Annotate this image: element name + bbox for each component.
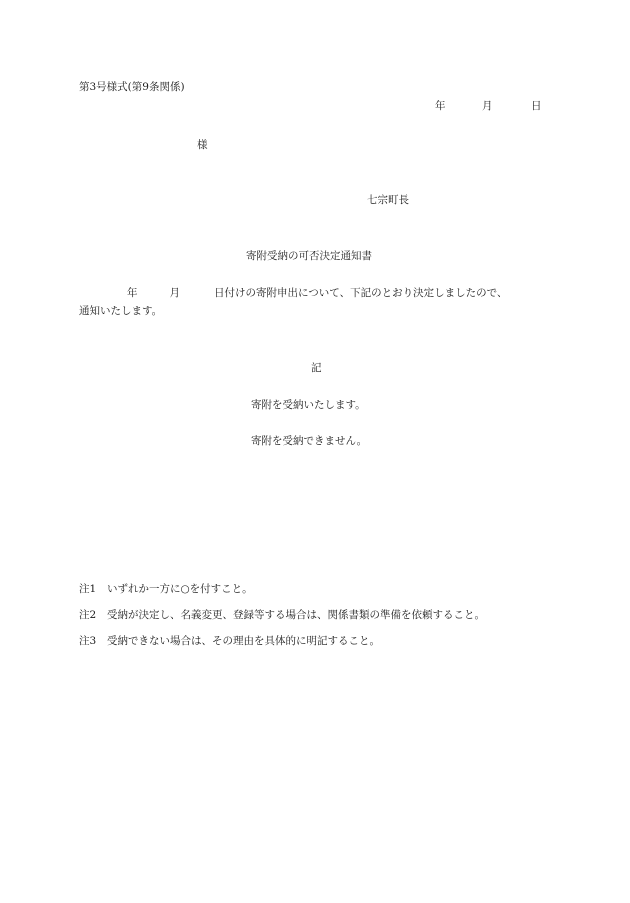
body-line-1-text: 日付けの寄附申出について、下記のとおり決定しましたので、 <box>214 287 508 299</box>
document-title: 寄附受納の可否決定通知書 <box>246 250 372 262</box>
body-line-2: 通知いたします。 <box>79 305 163 317</box>
body-month-label: 月 <box>169 287 180 299</box>
date-month-label: 月 <box>482 100 493 112</box>
note-text: 受納が決定し、名義変更、登録等する場合は、関係書類の準備を依頼すること。 <box>107 609 485 621</box>
issuer-name: 七宗町長 <box>367 194 409 206</box>
note-label: 注1 <box>79 583 97 595</box>
date-year-label: 年 <box>435 100 446 112</box>
date-day-label: 日 <box>531 100 542 112</box>
note-2 <box>79 609 485 623</box>
note-3 <box>79 635 380 649</box>
option-decline: 寄附を受納できません。 <box>251 435 368 447</box>
note-label: 注3 <box>79 635 97 647</box>
note-text: いずれか一方に○を付すこと。 <box>107 583 253 595</box>
form-number: 第3号様式(第9条関係) <box>79 81 185 93</box>
ki-heading: 記 <box>311 362 322 374</box>
body-line-1 <box>79 287 507 301</box>
note-text: 受納できない場合は、その理由を具体的に明記すること。 <box>107 635 380 647</box>
option-accept: 寄附を受納いたします。 <box>251 399 366 411</box>
note-1 <box>79 583 253 597</box>
body-year-label: 年 <box>127 287 138 299</box>
addressee-suffix: 様 <box>197 139 208 151</box>
note-label: 注2 <box>79 609 97 621</box>
